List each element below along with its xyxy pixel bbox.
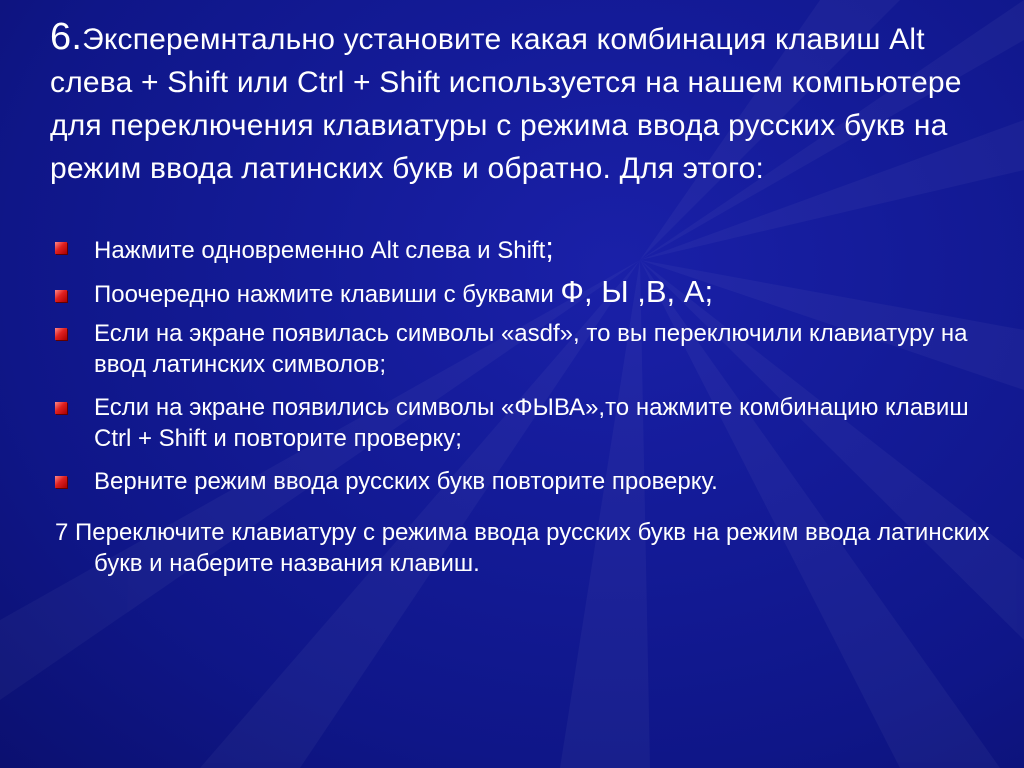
list-item-text: Если на экране появились символы «ФЫВА»,то нажмите комбинацию клавиш Ctrl + Shift и повторите проверку;: [94, 394, 969, 452]
list-item: [55, 392, 975, 454]
list-item-text: Поочередно нажмите клавиши с буквами: [94, 281, 561, 308]
list-item-text: Верните режим ввода русских букв повторите проверку.: [94, 468, 718, 495]
list-item-suffix: ;: [545, 230, 554, 265]
list-item-text: Если на экране появилась символы «asdf», то вы переключили клавиатуру на ввод латинских символов;: [94, 320, 968, 378]
bullet-icon: [55, 242, 67, 254]
list-item: [55, 232, 975, 266]
list-item-letters: Ф, Ы ,В, А;: [560, 274, 714, 309]
list-item: [55, 466, 975, 497]
slide-heading: [50, 16, 990, 190]
heading-text: Эксперемнтально установите какая комбинация клавиш Alt слева + Shift или Ctrl + Shift используется на нашем компьютере для переключения клавиатуры с режима ввода русских букв на режим ввода латинских букв и обратно. Для этого:: [50, 23, 962, 185]
list-item: [55, 276, 975, 310]
list-item: [55, 318, 975, 380]
heading-number: 6.: [50, 16, 83, 58]
instruction-list: [55, 232, 975, 509]
list-item-text: Нажмите одновременно Alt слева и Shift: [94, 237, 546, 264]
bullet-icon: [55, 328, 67, 340]
bullet-icon: [55, 290, 67, 302]
bullet-icon: [55, 476, 67, 488]
step-7-text: 7 Переключите клавиатуру с режима ввода русских букв на режим ввода латинских букв и наберите названия клавиш.: [55, 519, 990, 577]
bullet-icon: [55, 402, 67, 414]
